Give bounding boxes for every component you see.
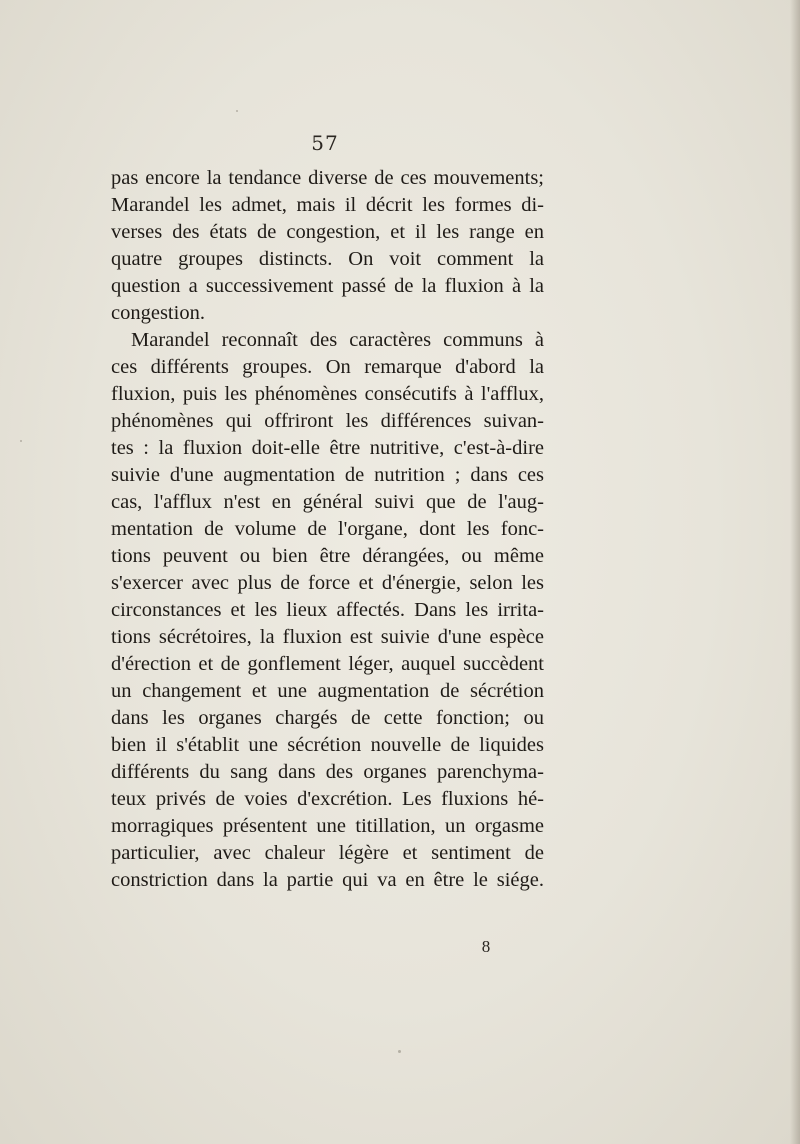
signature-mark: 8 (481, 937, 491, 956)
text-line: s'exercer avec plus de force et d'énergie, selon les (111, 572, 544, 594)
text-line: quatre groupes distincts. On voit comment la (111, 248, 544, 270)
paper-speck (398, 1050, 401, 1053)
text-line: constriction dans la partie qui va en être le siége. (111, 869, 544, 891)
text-line: fluxion, puis les phénomènes consécutifs à l'afflux, (111, 383, 544, 405)
text-line: différents du sang dans des organes parenchyma- (111, 761, 544, 783)
text-line: congestion. (111, 302, 205, 324)
text-line: un changement et une augmentation de sécrétion (111, 680, 544, 702)
text-line: teux privés de voies d'excrétion. Les fluxions hé- (111, 788, 544, 810)
paper-speck (236, 110, 238, 112)
body-text (111, 165, 544, 894)
paper-speck (20, 440, 22, 442)
page-edge-shadow (790, 0, 800, 1144)
text-line: circonstances et les lieux affectés. Dans les irrita- (111, 599, 544, 621)
text-line: pas encore la tendance diverse de ces mouvements; (111, 167, 544, 189)
text-line: suivie d'une augmentation de nutrition ; dans ces (111, 464, 544, 486)
text-line: morragiques présentent une titillation, un orgasme (111, 815, 544, 837)
text-line: bien il s'établit une sécrétion nouvelle de liquides (111, 734, 544, 756)
text-line: d'érection et de gonflement léger, auquel succèdent (111, 653, 544, 675)
text-line: Marandel les admet, mais il décrit les formes di- (111, 194, 544, 216)
text-line: tions sécrétoires, la fluxion est suivie d'une espèce (111, 626, 544, 648)
text-line: ces différents groupes. On remarque d'abord la (111, 356, 544, 378)
text-line: mentation de volume de l'organe, dont les fonc- (111, 518, 544, 540)
text-line: Marandel reconnaît des caractères communs à (131, 329, 544, 351)
text-line: particulier, avec chaleur légère et sentiment de (111, 842, 544, 864)
text-line: tions peuvent ou bien être dérangées, ou même (111, 545, 544, 567)
page-number: 57 (311, 131, 339, 155)
text-line: cas, l'afflux n'est en général suivi que de l'aug- (111, 491, 544, 513)
text-line: phénomènes qui offriront les différences suivan- (111, 410, 544, 432)
text-line: question a successivement passé de la fluxion à la (111, 275, 544, 297)
text-line: tes : la fluxion doit-elle être nutritive, c'est-à-dire (111, 437, 544, 459)
text-line: verses des états de congestion, et il les range en (111, 221, 544, 243)
text-line: dans les organes chargés de cette fonction; ou (111, 707, 544, 729)
